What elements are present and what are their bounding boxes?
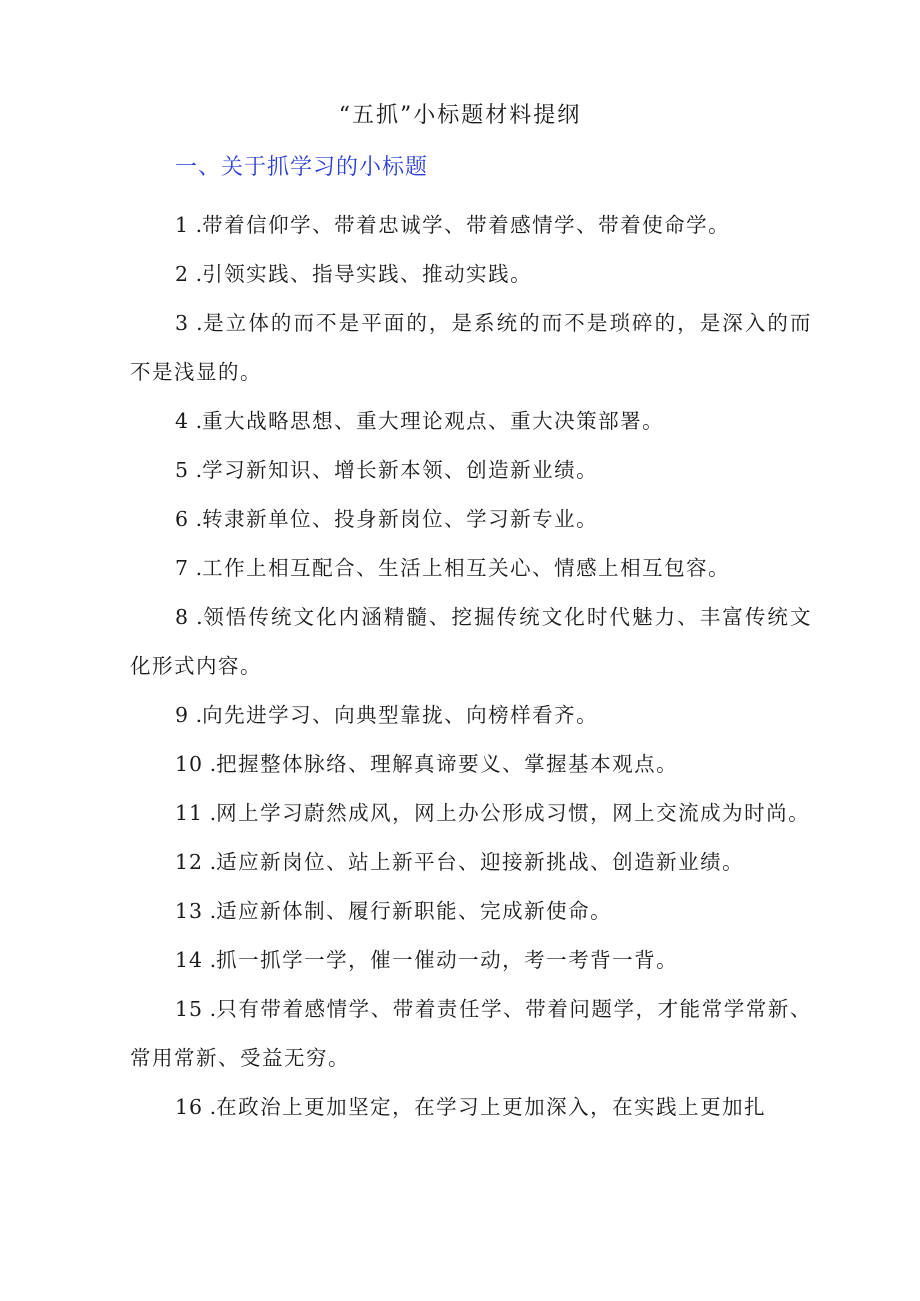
item-text: 适应新岗位、站上新平台、迎接新挑战、创造新业绩。: [216, 850, 745, 874]
list-item: [130, 446, 812, 495]
item-separator: .: [203, 899, 217, 923]
list-item: [130, 544, 812, 593]
item-text: 网上学习蔚然成风，网上办公形成习惯，网上交流成为时尚。: [216, 801, 811, 825]
list-item: [130, 201, 812, 250]
item-separator: .: [203, 997, 217, 1021]
item-number: 15: [175, 997, 204, 1021]
item-number: 1: [175, 213, 190, 237]
item-text: 学习新知识、增长新本领、创造新业绩。: [202, 458, 599, 482]
item-number: 9: [175, 703, 190, 727]
list-item: [130, 495, 812, 544]
item-separator: .: [203, 948, 217, 972]
item-separator: .: [189, 409, 203, 433]
item-text: 适应新体制、履行新职能、完成新使命。: [216, 899, 613, 923]
item-separator: .: [189, 605, 203, 629]
item-number: 5: [175, 458, 190, 482]
item-number: 7: [175, 556, 190, 580]
item-text: 在政治上更加坚定，在学习上更加深入，在实践上更加扎: [216, 1095, 767, 1119]
item-separator: .: [189, 262, 203, 286]
list-item: [130, 789, 812, 838]
document-title: “五抓”小标题材料提纲: [338, 103, 582, 128]
item-text: 是立体的而不是平面的，是系统的而不是琐碎的，是深入的而不是浅显的。: [130, 311, 812, 384]
item-separator: .: [203, 801, 217, 825]
item-separator: .: [203, 1095, 217, 1119]
section-heading: 一、关于抓学习的小标题: [175, 155, 429, 180]
item-number: 11: [175, 801, 204, 825]
item-separator: .: [189, 703, 203, 727]
list-item: [130, 887, 812, 936]
item-text: 只有带着感情学、带着责任学、带着问题学，才能常学常新、常用常新、受益无穷。: [130, 997, 812, 1070]
item-text: 向先进学习、向典型靠拢、向榜样看齐。: [202, 703, 599, 727]
item-separator: .: [189, 311, 203, 335]
item-number: 2: [175, 262, 190, 286]
item-separator: .: [189, 458, 203, 482]
list-item: [130, 299, 812, 397]
item-text: 把握整体脉络、理解真谛要义、掌握基本观点。: [216, 752, 679, 776]
item-number: 6: [175, 507, 190, 531]
item-separator: .: [189, 507, 203, 531]
list-item: [130, 838, 812, 887]
list-item: [130, 250, 812, 299]
item-number: 13: [175, 899, 204, 923]
list-item: [130, 691, 812, 740]
list-item: [130, 593, 812, 691]
item-separator: .: [203, 752, 217, 776]
item-separator: .: [203, 850, 217, 874]
item-separator: .: [189, 556, 203, 580]
item-number: 16: [175, 1095, 204, 1119]
item-number: 12: [175, 850, 204, 874]
item-text: 转隶新单位、投身新岗位、学习新专业。: [202, 507, 599, 531]
item-text: 带着信仰学、带着忠诚学、带着感情学、带着使命学。: [202, 213, 731, 237]
item-text: 领悟传统文化内涵精髓、挖掘传统文化时代魅力、丰富传统文化形式内容。: [130, 605, 812, 678]
item-number: 8: [175, 605, 190, 629]
item-text: 重大战略思想、重大理论观点、重大决策部署。: [202, 409, 665, 433]
item-separator: .: [189, 213, 203, 237]
item-text: 工作上相互配合、生活上相互关心、情感上相互包容。: [202, 556, 731, 580]
item-number: 10: [175, 752, 204, 776]
list-item: [130, 740, 812, 789]
item-number: 14: [175, 948, 204, 972]
item-text: 抓一抓学一学，催一催动一动，考一考背一背。: [216, 948, 679, 972]
list-item: [130, 1083, 812, 1132]
list-item: [130, 985, 812, 1083]
list-item: [130, 397, 812, 446]
list-item: [130, 936, 812, 985]
item-number: 4: [175, 409, 190, 433]
item-list: [130, 201, 812, 1132]
item-number: 3: [175, 311, 190, 335]
item-text: 引领实践、指导实践、推动实践。: [202, 262, 533, 286]
